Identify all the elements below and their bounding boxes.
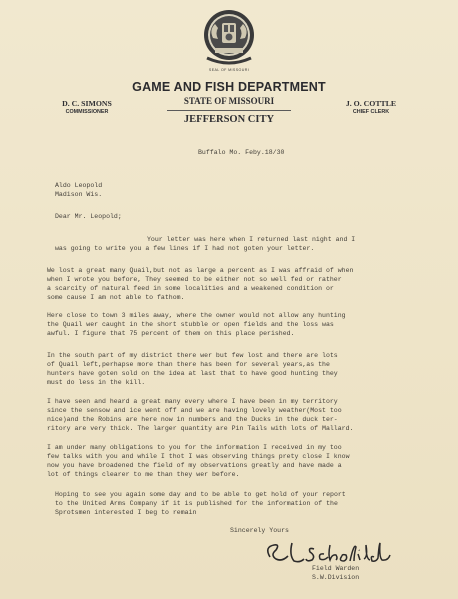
body-line: the Quail wer caught in the short stubble or open fields and the loss was (47, 321, 334, 328)
recipient-name: Aldo Leopold (55, 182, 103, 189)
recipient-city: Madison Wis. (55, 191, 103, 198)
body-line: to the United Arms Company if it is published for the information of the (55, 500, 338, 507)
commissioner-title: COMMISSIONER (65, 109, 109, 115)
state-name: STATE OF MISSOURI (183, 96, 275, 106)
body-line: We lost a great many Quail,but not as large a percent as I was affraid of when (47, 267, 354, 274)
body-line: some cause I am not able to fathom. (47, 294, 185, 301)
body-line: Your letter was here when I returned last night and I (147, 236, 356, 243)
body-line: In the south part of my district there wer but few lost and there are lots (47, 352, 338, 359)
right-official (326, 99, 416, 115)
department-name: GAME AND FISH DEPARTMENT (132, 80, 326, 94)
closing: Sincerely Yours (230, 527, 289, 534)
body-line: ritory are very thick. The larger quantity are Pin Tails with lots of Mallard. (47, 425, 354, 432)
body-line: I have seen and heard a great many every where I have been in my territory (47, 398, 338, 405)
commissioner-name: D. C. SIMONS (62, 99, 112, 108)
city-name: JEFFERSON CITY (183, 114, 275, 125)
chief-clerk-title: CHIEF CLERK (352, 109, 390, 115)
body-line: Hoping to see you again some day and to be able to get hold of your report (55, 491, 346, 498)
salutation: Dear Mr. Leopold; (55, 213, 122, 220)
signer-title: Field Warden (312, 565, 360, 572)
body-line: since the sensow and ice went off and we are having lovely weather(Most too (47, 407, 342, 414)
body-line: Here close to town 3 miles away, where the owner would not allow any hunting (47, 312, 346, 319)
signer-division: S.W.Division (312, 574, 360, 581)
letterhead-divider (167, 110, 291, 111)
left-official (42, 99, 132, 115)
body-line: must do less in the kill. (47, 379, 146, 386)
body-line: I am under many obligations to you for the information I received in my too (47, 444, 342, 451)
body-line: Sprotsmen interested I beg to remain (55, 509, 197, 516)
body-line: a scarcity of natural feed in some localities and a weakened condition or (47, 285, 334, 292)
state-seal-icon (201, 8, 257, 66)
body-line: lot of things clearer to me than they wer before. (47, 471, 240, 478)
place-date: Buffalo Mo. Feby.18/30 (198, 149, 285, 156)
body-line: awful. I figure that 75 percent of them on this place perished. (47, 330, 295, 337)
body-line: few talks with you and while I thot I was observing things prety close I know (47, 453, 350, 460)
body-line: of Quail left,perhapse more than there has been for several years,as the (47, 361, 330, 368)
body-line: now you have broadened the field of my observations greatly and have made a (47, 462, 342, 469)
chief-clerk-name: J. O. COTTLE (345, 99, 397, 108)
seal-caption: SEAL OF MISSOURI (208, 68, 250, 72)
body-line: when I wrote you before, They seemed to be either not so well fed or rather (47, 276, 342, 283)
body-line: nice)and the Robins are here now in numbers and the Ducks in the duck ter- (47, 416, 338, 423)
body-line: was going to write you a few lines if I had not goten your letter. (55, 245, 315, 252)
body-line: hunters have goten sold on the idea at last that to have good hunting they (47, 370, 338, 377)
